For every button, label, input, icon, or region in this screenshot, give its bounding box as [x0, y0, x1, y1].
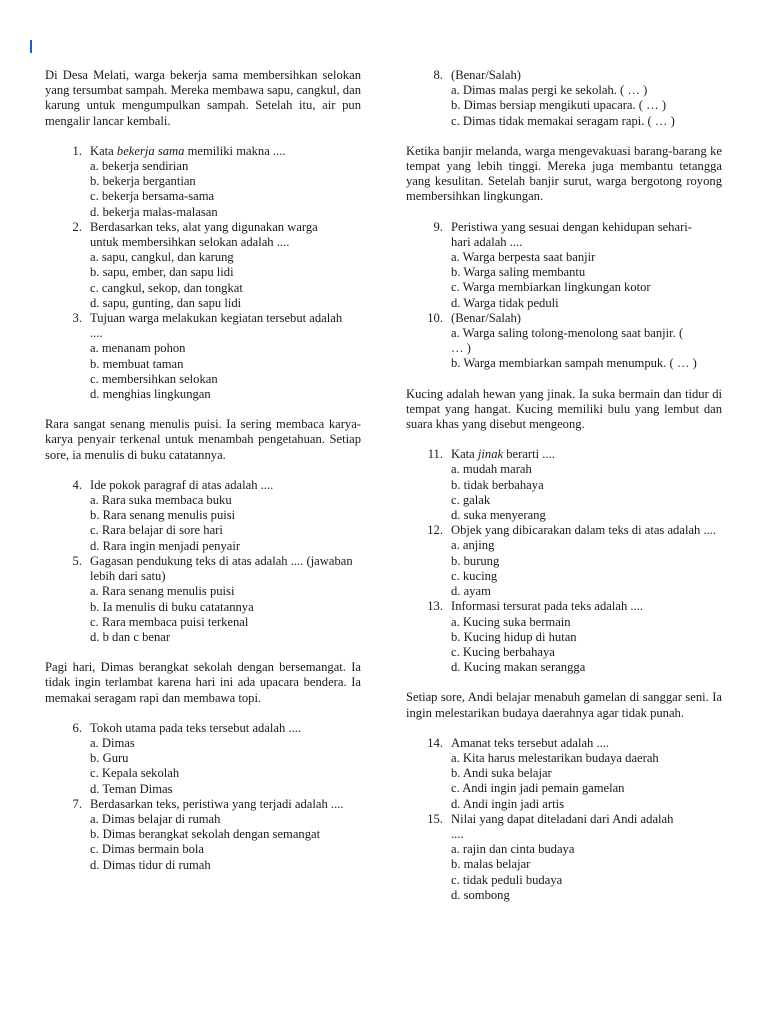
option-c: c. Rara belajar di sore hari: [90, 523, 223, 538]
question-1: [45, 144, 361, 220]
question-6: [45, 721, 361, 797]
question-text: Informasi tersurat pada teks adalah ....: [451, 599, 643, 614]
question-text: Gagasan pendukung teks di atas adalah .... (jawaban lebih dari satu): [90, 553, 353, 584]
option-c: c. bekerja bersama-sama: [90, 189, 215, 204]
option-a: a. menanam pohon: [90, 341, 186, 356]
question-number: 10.: [427, 310, 443, 325]
question-14: [406, 736, 722, 812]
question-number: 14.: [427, 735, 443, 750]
option-c: c. Kepala sekolah: [90, 766, 180, 781]
option-a: a. Rara senang menulis puisi: [90, 584, 235, 599]
option-b: b. Ia menulis di buku catatannya: [90, 599, 254, 614]
option-c: c. Kucing berbahaya: [451, 644, 555, 659]
option-c: c. Dimas bermain bola: [90, 842, 205, 857]
question-text: Peristiwa yang sesuai dengan kehidupan sehari-hari adalah ....: [451, 219, 692, 249]
question-3: [45, 311, 361, 402]
passage-desa-melati: Di Desa Melati, warga bekerja sama membersihkan selokan yang tersumbat sampah. Mereka membawa sapu, cangkul, dan karung untuk mengumpulkan sampah. Setelah itu, air pun mengalir lancar kembali.: [45, 68, 361, 128]
option-c: c. galak: [451, 492, 491, 507]
option-b: b. tidak berbahaya: [451, 477, 544, 492]
option-b: b. Dimas berangkat sekolah dengan semangat: [90, 827, 321, 842]
question-10: [406, 311, 722, 372]
option-b: b. burung: [451, 553, 500, 568]
passage-rara: Rara sangat senang menulis puisi. Ia sering membaca karya-karya penyair terkenal untuk menambah pengetahuan. Setiap sore, ia menulis di buku catatannya.: [45, 417, 361, 462]
question-list-4: [406, 68, 722, 129]
question-text: (Benar/Salah): [451, 68, 521, 82]
question-4: [45, 478, 361, 554]
option-b: b. Warga membiarkan sampah menumpuk. ( … ): [451, 356, 697, 371]
option-c: c. kucing: [451, 568, 498, 583]
option-a: a. Dimas: [90, 735, 135, 750]
option-b: b. Warga saling membantu: [451, 265, 586, 280]
question-15: [406, 812, 722, 903]
question-text: Ide pokok paragraf di atas adalah ....: [90, 477, 274, 492]
question-list-6: [406, 447, 722, 675]
option-d: d. suka menyerang: [451, 508, 546, 523]
option-c: c. Dimas tidak memakai seragam rapi. ( … ): [451, 113, 675, 128]
question-number: 15.: [427, 811, 443, 826]
option-b: b. Andi suka belajar: [451, 766, 552, 781]
question-text: Amanat teks tersebut adalah ....: [451, 735, 610, 750]
question-12: [406, 523, 722, 599]
option-c: c. membersihkan selokan: [90, 371, 218, 386]
option-a: a. Warga saling tolong-menolong saat banjir. ( … ): [451, 326, 684, 356]
option-b: b. sapu, ember, dan sapu lidi: [90, 265, 234, 280]
right-column: [406, 68, 722, 918]
question-list-3: [45, 721, 361, 873]
option-b: b. Rara senang menulis puisi: [90, 508, 236, 523]
question-number: 1.: [72, 143, 82, 158]
option-a: a. Rara suka membaca buku: [90, 493, 232, 508]
option-a: a. Dimas belajar di rumah: [90, 811, 221, 826]
text-cursor: [30, 40, 32, 53]
option-c: c. Andi ingin jadi pemain gamelan: [451, 781, 625, 796]
option-a: a. Kita harus melestarikan budaya daerah: [451, 750, 659, 765]
question-list-1: [45, 144, 361, 402]
question-number: 4.: [72, 477, 82, 492]
passage-dimas: Pagi hari, Dimas berangkat sekolah dengan bersemangat. Ia tidak ingin terlambat karena hari ini ada upacara bendera. Ia memakai seragam rapi dan membawa topi.: [45, 660, 361, 705]
option-a: a. Kucing suka bermain: [451, 614, 571, 629]
option-b: b. Kucing hidup di hutan: [451, 629, 577, 644]
question-text: Nilai yang dapat diteladani dari Andi adalah ....: [451, 811, 674, 841]
option-a: a. Warga berpesta saat banjir: [451, 250, 596, 265]
question-list-7: [406, 736, 722, 903]
option-a: a. Dimas malas pergi ke sekolah. ( … ): [451, 83, 648, 98]
question-list-5: [406, 220, 722, 372]
option-b: b. membuat taman: [90, 356, 184, 371]
option-b: b. Guru: [90, 751, 129, 766]
question-text: Berdasarkan teks, peristiwa yang terjadi adalah ....: [90, 796, 344, 811]
question-8: [406, 68, 722, 129]
question-text: (Benar/Salah): [451, 310, 521, 325]
left-column: [45, 68, 361, 888]
option-a: a. sapu, cangkul, dan karung: [90, 250, 234, 265]
question-7: [45, 797, 361, 873]
question-number: 13.: [427, 599, 443, 614]
question-13: [406, 599, 722, 675]
option-d: d. Kucing makan serangga: [451, 660, 586, 675]
option-d: d. menghias lingkungan: [90, 387, 211, 402]
passage-andi: Setiap sore, Andi belajar menabuh gamelan di sanggar seni. Ia ingin melestarikan budaya daerahnya agar tidak punah.: [406, 690, 722, 720]
question-text: Kata jinak berarti ....: [451, 447, 555, 462]
question-number: 8.: [433, 68, 443, 82]
question-number: 7.: [72, 796, 82, 811]
option-d: d. Warga tidak peduli: [451, 295, 559, 310]
option-b: b. Dimas bersiap mengikuti upacara. ( … ): [451, 98, 667, 113]
option-d: d. Dimas tidur di rumah: [90, 857, 211, 872]
option-c: c. cangkul, sekop, dan tongkat: [90, 280, 243, 295]
question-number: 12.: [427, 523, 443, 538]
option-d: d. sapu, gunting, dan sapu lidi: [90, 295, 242, 310]
question-11: [406, 447, 722, 523]
option-d: d. Rara ingin menjadi penyair: [90, 538, 241, 553]
option-c: c. Rara membaca puisi terkenal: [90, 614, 249, 629]
passage-banjir: Ketika banjir melanda, warga mengevakuasi barang-barang ke tempat yang lebih tinggi. Mereka juga membantu tetangga yang kesulitan. Setelah banjir surut, warga bergotong royong membersihkan lingkungan.: [406, 143, 722, 204]
option-d: d. Teman Dimas: [90, 781, 173, 796]
option-c: c. tidak peduli budaya: [451, 872, 563, 887]
question-number: 3.: [72, 311, 82, 326]
question-text: Tokoh utama pada teks tersebut adalah ....: [90, 720, 302, 735]
option-a: a. anjing: [451, 538, 495, 553]
question-2: [45, 220, 361, 311]
question-text: Objek yang dibicarakan dalam teks di atas adalah ....: [451, 523, 717, 538]
question-9: [406, 220, 722, 311]
option-d: d. b dan c benar: [90, 629, 171, 644]
option-a: a. bekerja sendirian: [90, 159, 189, 174]
question-number: 11.: [427, 447, 443, 462]
option-b: b. malas belajar: [451, 857, 531, 872]
question-text: Kata bekerja sama memiliki makna ....: [90, 143, 286, 158]
question-number: 2.: [72, 219, 82, 234]
option-d: d. bekerja malas-malasan: [90, 204, 218, 219]
option-c: c. Warga membiarkan lingkungan kotor: [451, 280, 651, 295]
option-d: d. ayam: [451, 584, 491, 599]
option-a: a. mudah marah: [451, 462, 532, 477]
option-d: d. Andi ingin jadi artis: [451, 796, 564, 811]
question-list-2: [45, 478, 361, 645]
question-number: 9.: [433, 219, 443, 234]
passage-kucing: Kucing adalah hewan yang jinak. Ia suka bermain dan tidur di tempat yang hangat. Kucing memiliki bulu yang lembut dan suara khas yang disebut mengeong.: [406, 386, 722, 432]
question-5: [45, 554, 361, 645]
option-a: a. rajin dan cinta budaya: [451, 842, 575, 857]
question-text: Berdasarkan teks, alat yang digunakan warga untuk membersihkan selokan adalah ....: [90, 219, 318, 250]
question-text: Tujuan warga melakukan kegiatan tersebut adalah ....: [90, 311, 343, 341]
question-number: 6.: [72, 720, 82, 735]
option-b: b. bekerja bergantian: [90, 174, 196, 189]
question-number: 5.: [72, 553, 82, 568]
option-d: d. sombong: [451, 887, 510, 902]
